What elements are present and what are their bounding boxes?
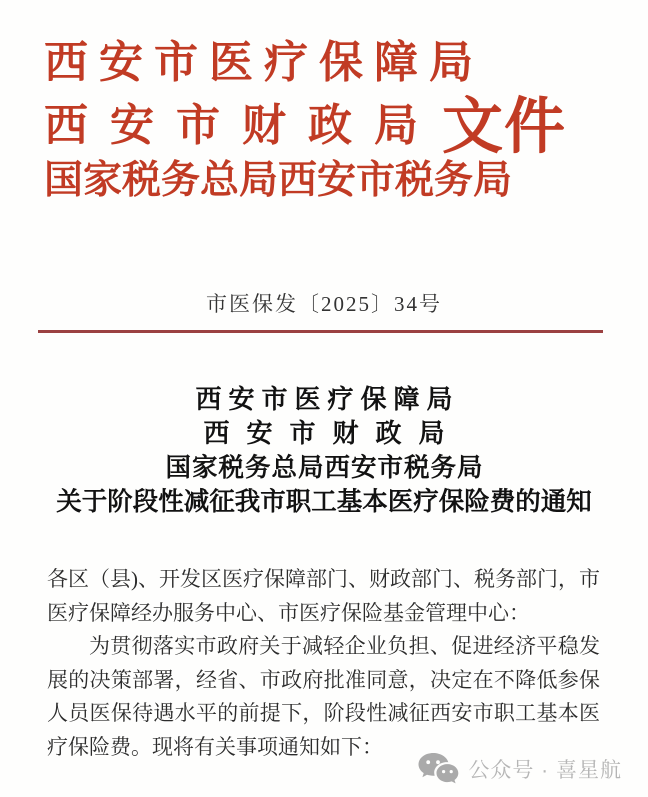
title-line-2: 西安市财政局 xyxy=(203,419,462,448)
letterhead-line-3: 国家税务总局西安市税务局 xyxy=(44,159,513,202)
letterhead-line-2 xyxy=(44,90,648,161)
letterhead-line-1: 西安市医疗保障局 xyxy=(44,38,484,87)
watermark-text: 公众号 · 喜星航 xyxy=(468,759,622,782)
title-line-3: 国家税务总局西安市税务局 xyxy=(165,453,484,482)
red-divider-rule xyxy=(38,330,603,333)
letterhead-line-2-org: 西安市财政局 xyxy=(44,101,440,150)
wechat-icon xyxy=(417,752,459,786)
document-body xyxy=(47,563,600,764)
salutation-paragraph: 各区（县)、开发区医疗保障部门、财政部门、税务部门，市医疗保障经办服务中心、市医疗保险基金管理中心： xyxy=(47,567,600,625)
letterhead xyxy=(0,0,648,210)
body-paragraph: 为贯彻落实市政府关于减轻企业负担、促进经济平稳发展的决策部署，经省、市政府批准同意，决定在不降低参保人员医保待遇水平的前提下，阶段性减征西安市职工基本医疗保险费。现将有关事项通知如下： xyxy=(47,634,600,759)
title-line-1: 西安市医疗保障局 xyxy=(195,385,460,414)
document-title xyxy=(0,383,648,519)
watermark xyxy=(417,752,622,786)
title-line-4: 关于阶段性减征我市职工基本医疗保险费的通知 xyxy=(56,487,592,516)
letterhead-document-word: 文件 xyxy=(442,93,567,161)
document-number: 市医保发〔2025〕34号 xyxy=(206,292,442,316)
